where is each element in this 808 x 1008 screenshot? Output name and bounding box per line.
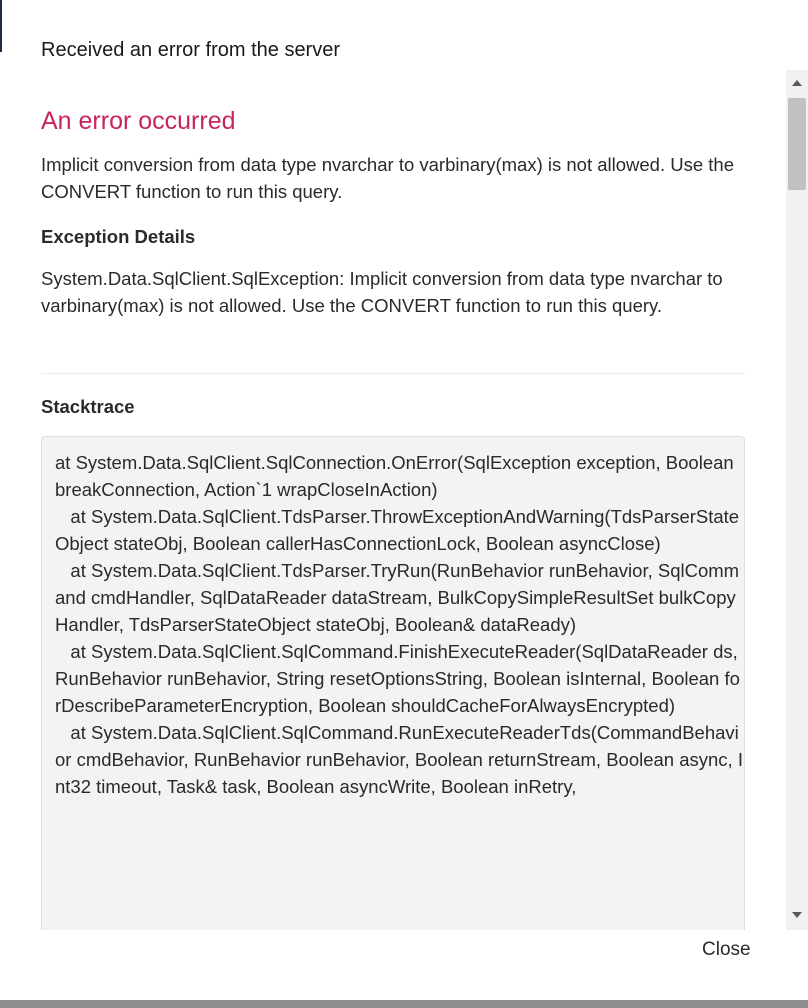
- close-button[interactable]: Close: [690, 934, 763, 966]
- stacktrace-heading: Stacktrace: [41, 396, 135, 417]
- vertical-scrollbar[interactable]: [786, 70, 808, 930]
- exception-details-heading: Exception Details: [41, 226, 196, 247]
- exception-details-text: System.Data.SqlClient.SqlException: Implicit conversion from data type nvarchar to varbinary(max) is not allowed. Use the CONVERT function to run this query.: [41, 268, 723, 316]
- error-message: Implicit conversion from data type nvarchar to varbinary(max) is not allowed. Use the CONVERT function to run this query.: [41, 154, 735, 202]
- stacktrace-box: [41, 436, 745, 930]
- dialog-body-scroll-area[interactable]: [0, 70, 786, 930]
- stacktrace-text: at System.Data.SqlClient.SqlConnection.OnError(SqlException exception, Boolean breakConnection, Action`1 wrapCloseInAction) at System.Data.SqlClient.TdsParser.ThrowExceptionAndWarning(TdsParserStateObject stateObj, Boolean callerHasConnectionLock, Boolean asyncClose) at System.Data.SqlClient.TdsParser.TryRun(RunBehavior runBehavior, SqlCommand cmdHandler, SqlDataReader dataStream, BulkCopySimpleResultSet bulkCopyHandler, TdsParserStateObject stateObj, Boolean& dataReady) at System.Data.SqlClient.SqlCommand.FinishExecuteReader(SqlDataReader ds, RunBehavior runBehavior, String resetOptionsString, Boolean isInternal, Boolean forDescribeParameterEncryption, Boolean shouldCacheForAlwaysEncrypted) at System.Data.SqlClient.SqlCommand.RunExecuteReaderTds(CommandBehavior cmdBehavior, RunBehavior runBehavior, Boolean returnStream, Boolean async, Int32 timeout, Task& task, Boolean asyncWrite, Boolean inRetry,: [55, 452, 743, 797]
- dialog-title: Received an error from the server: [41, 39, 341, 61]
- backdrop-strip: [0, 1000, 808, 1008]
- error-heading: An error occurred: [41, 107, 236, 135]
- section-divider: [41, 373, 745, 374]
- chevron-down-icon[interactable]: [792, 912, 802, 918]
- window-edge: [0, 0, 2, 52]
- scrollbar-thumb[interactable]: [788, 98, 806, 190]
- chevron-up-icon[interactable]: [792, 80, 802, 86]
